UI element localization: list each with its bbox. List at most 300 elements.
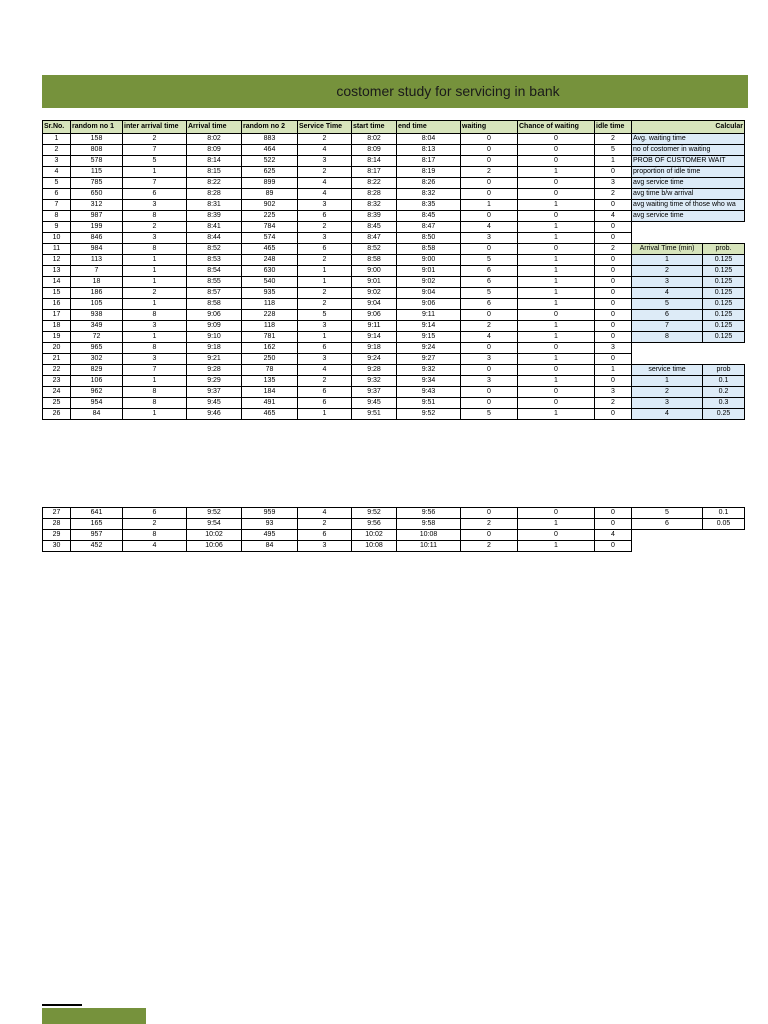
service-header: prob: [703, 365, 745, 376]
sheet-tab-bar: [42, 1008, 146, 1024]
table-cell: 1: [595, 365, 632, 376]
table-cell: 18: [71, 277, 123, 288]
service-cell: 4: [632, 409, 703, 420]
table-cell: 9:11: [397, 310, 461, 321]
table-cell: 8:44: [187, 233, 242, 244]
table-cell: 938: [71, 310, 123, 321]
table-cell: 8:50: [397, 233, 461, 244]
table-cell: 3: [123, 200, 187, 211]
table-cell: 0: [595, 233, 632, 244]
title-banner: [42, 75, 748, 108]
table-cell: 9:51: [397, 398, 461, 409]
table-cell: 10:02: [352, 530, 397, 541]
table-cell: 8:13: [397, 145, 461, 156]
table-cell: 3: [123, 321, 187, 332]
table-row: [43, 376, 745, 387]
table-cell: 1: [518, 354, 595, 365]
arrival-cell: 0.125: [703, 288, 745, 299]
arrival-header: prob.: [703, 244, 745, 255]
table-cell: 452: [71, 541, 123, 552]
arrival-cell: 3: [632, 277, 703, 288]
table-cell: 9:56: [397, 508, 461, 519]
table-cell: 0: [518, 508, 595, 519]
table-cell: 8:41: [187, 222, 242, 233]
table-cell: 1: [298, 332, 352, 343]
table-cell: 8: [123, 530, 187, 541]
table-cell: 2: [298, 288, 352, 299]
table-cell: 0: [595, 299, 632, 310]
table-row: [43, 211, 745, 222]
table-cell: 7: [71, 266, 123, 277]
table-cell: 522: [242, 156, 298, 167]
table-row: [43, 398, 745, 409]
table-cell: 2: [298, 519, 352, 530]
table-cell: 30: [43, 541, 71, 552]
table-cell: 785: [71, 178, 123, 189]
table-cell: 20: [43, 343, 71, 354]
table-cell: 1: [595, 156, 632, 167]
table-cell: 574: [242, 233, 298, 244]
table-cell: 28: [43, 519, 71, 530]
table-cell: 9:28: [352, 365, 397, 376]
table-cell: 8:28: [187, 189, 242, 200]
table-cell: 9:29: [187, 376, 242, 387]
table-cell: 8:52: [352, 244, 397, 255]
table-cell: 12: [43, 255, 71, 266]
table-cell: 9:58: [397, 519, 461, 530]
table-cell: 105: [71, 299, 123, 310]
table-cell: 9:18: [187, 343, 242, 354]
service-cell: 0.1: [703, 508, 745, 519]
table-cell: 1: [123, 167, 187, 178]
simulation-table: [42, 120, 745, 420]
arrival-cell: 0.125: [703, 310, 745, 321]
col-header: Arrival time: [187, 121, 242, 134]
table-cell: 0: [461, 508, 518, 519]
table-cell: 1: [123, 376, 187, 387]
table-cell: 5: [123, 156, 187, 167]
table-cell: 5: [461, 255, 518, 266]
table-row: [43, 530, 745, 541]
table-cell: 8:32: [397, 189, 461, 200]
table-cell: 829: [71, 365, 123, 376]
table-cell: 2: [298, 376, 352, 387]
col-header: Chance of waiting: [518, 121, 595, 134]
table-cell: 349: [71, 321, 123, 332]
table-cell: 0: [595, 541, 632, 552]
table-cell: 21: [43, 354, 71, 365]
table-cell: 4: [595, 211, 632, 222]
table-cell: 0: [461, 244, 518, 255]
table-cell: 0: [595, 255, 632, 266]
table-cell: 4: [298, 508, 352, 519]
table-cell: 8: [123, 398, 187, 409]
table-cell: 7: [123, 365, 187, 376]
table-cell: 8: [123, 310, 187, 321]
col-header: random no 2: [242, 121, 298, 134]
table-cell: 3: [123, 354, 187, 365]
col-header: Sr.No.: [43, 121, 71, 134]
table-cell: 7: [123, 178, 187, 189]
table-cell: 0: [518, 310, 595, 321]
table-cell: 1: [518, 299, 595, 310]
arrival-cell: 8: [632, 332, 703, 343]
table-cell: 0: [461, 398, 518, 409]
table-cell: 4: [298, 189, 352, 200]
table-row: [43, 310, 745, 321]
table-cell: 1: [518, 288, 595, 299]
table-row: [43, 134, 745, 145]
table-cell: 625: [242, 167, 298, 178]
table-cell: 9:04: [352, 299, 397, 310]
table-cell: 0: [518, 145, 595, 156]
table-cell: 3: [595, 178, 632, 189]
table-cell: 9:56: [352, 519, 397, 530]
service-cell: 5: [632, 508, 703, 519]
table-cell: 6: [298, 343, 352, 354]
table-row: [43, 343, 745, 354]
arrival-cell: 0.125: [703, 255, 745, 266]
table-cell: 650: [71, 189, 123, 200]
table-cell: 225: [242, 211, 298, 222]
service-cell: 1: [632, 376, 703, 387]
table-cell: 9:32: [397, 365, 461, 376]
table-cell: 8:35: [397, 200, 461, 211]
table-cell: 4: [461, 222, 518, 233]
arrival-header: Arrival Time (min): [632, 244, 703, 255]
table-row: [43, 365, 745, 376]
table-cell: 8: [43, 211, 71, 222]
table-cell: 9:52: [187, 508, 242, 519]
table-cell: 0: [595, 277, 632, 288]
table-row: [43, 189, 745, 200]
table-cell: 89: [242, 189, 298, 200]
table-cell: 10:02: [187, 530, 242, 541]
table-cell: 3: [461, 233, 518, 244]
table-cell: 7: [123, 145, 187, 156]
table-row: [43, 354, 745, 365]
table-cell: 4: [298, 145, 352, 156]
table-cell: 3: [298, 233, 352, 244]
table-cell: 899: [242, 178, 298, 189]
table-cell: 6: [298, 211, 352, 222]
table-cell: 0: [595, 508, 632, 519]
table-cell: 9:02: [352, 288, 397, 299]
table-cell: 0: [518, 134, 595, 145]
table-cell: 9:06: [397, 299, 461, 310]
table-cell: 9:00: [352, 266, 397, 277]
service-cell: 0.3: [703, 398, 745, 409]
table-cell: 9:45: [352, 398, 397, 409]
table-cell: 0: [518, 365, 595, 376]
table-cell: 902: [242, 200, 298, 211]
table-cell: 2: [595, 244, 632, 255]
table-row: [43, 321, 745, 332]
table-cell: 957: [71, 530, 123, 541]
arrival-cell: 6: [632, 310, 703, 321]
table-cell: 8:26: [397, 178, 461, 189]
table-cell: 3: [595, 387, 632, 398]
table-cell: 0: [595, 376, 632, 387]
table-cell: 9:52: [397, 409, 461, 420]
table-cell: 9:14: [352, 332, 397, 343]
table-cell: 8:52: [187, 244, 242, 255]
table-cell: 0: [518, 156, 595, 167]
table-cell: 9:34: [397, 376, 461, 387]
service-cell: 3: [632, 398, 703, 409]
table-cell: 781: [242, 332, 298, 343]
table-cell: 8:39: [352, 211, 397, 222]
table-cell: 491: [242, 398, 298, 409]
table-cell: 8:19: [397, 167, 461, 178]
table-cell: 9:52: [352, 508, 397, 519]
table-row: [43, 244, 745, 255]
table-cell: 935: [242, 288, 298, 299]
table-cell: 6: [461, 266, 518, 277]
table-cell: 6: [298, 244, 352, 255]
table-cell: 2: [298, 134, 352, 145]
table-cell: 1: [518, 519, 595, 530]
footer-line: [42, 1004, 82, 1006]
table-cell: 465: [242, 244, 298, 255]
table-cell: 8:09: [352, 145, 397, 156]
table-cell: 9:00: [397, 255, 461, 266]
table-cell: 2: [123, 519, 187, 530]
empty-cell: [632, 541, 745, 552]
table-cell: 1: [518, 266, 595, 277]
table-cell: 9:09: [187, 321, 242, 332]
table-cell: 9:06: [187, 310, 242, 321]
table-cell: 302: [71, 354, 123, 365]
service-cell: 2: [632, 387, 703, 398]
table-cell: 984: [71, 244, 123, 255]
table-cell: 2: [43, 145, 71, 156]
empty-cell: [632, 222, 745, 233]
table-cell: 808: [71, 145, 123, 156]
table-row: [43, 200, 745, 211]
table-cell: 17: [43, 310, 71, 321]
table-cell: 3: [461, 376, 518, 387]
service-cell: 0.2: [703, 387, 745, 398]
calc-label: avg time b/w arrival: [632, 189, 745, 200]
table-cell: 4: [595, 530, 632, 541]
col-header: start time: [352, 121, 397, 134]
table-cell: 5: [43, 178, 71, 189]
table-cell: 8:04: [397, 134, 461, 145]
table-cell: 8:14: [187, 156, 242, 167]
table-cell: 0: [595, 519, 632, 530]
table-cell: 8: [123, 244, 187, 255]
table-cell: 7: [43, 200, 71, 211]
table-cell: 6: [298, 387, 352, 398]
table-cell: 0: [461, 343, 518, 354]
table-cell: 1: [123, 255, 187, 266]
table-cell: 2: [298, 222, 352, 233]
calc-label: proportion of idle time: [632, 167, 745, 178]
table-cell: 3: [43, 156, 71, 167]
table-cell: 1: [123, 332, 187, 343]
table-cell: 0: [595, 321, 632, 332]
table-cell: 1: [43, 134, 71, 145]
table-row: [43, 277, 745, 288]
table-cell: 1: [518, 332, 595, 343]
table-cell: 965: [71, 343, 123, 354]
table-cell: 0: [461, 211, 518, 222]
table-cell: 9:18: [352, 343, 397, 354]
table-cell: 10:11: [397, 541, 461, 552]
table-cell: 0: [461, 530, 518, 541]
table-cell: 0: [461, 387, 518, 398]
table-cell: 8: [123, 343, 187, 354]
table-cell: 16: [43, 299, 71, 310]
table-cell: 954: [71, 398, 123, 409]
table-cell: 8:54: [187, 266, 242, 277]
table-cell: 29: [43, 530, 71, 541]
table-cell: 8:02: [352, 134, 397, 145]
table-cell: 883: [242, 134, 298, 145]
table-cell: 8:58: [397, 244, 461, 255]
empty-cell: [632, 343, 745, 354]
table-cell: 8:47: [397, 222, 461, 233]
table-cell: 8:39: [187, 211, 242, 222]
table-cell: 3: [298, 541, 352, 552]
table-cell: 13: [43, 266, 71, 277]
arrival-cell: 4: [632, 288, 703, 299]
arrival-cell: 1: [632, 255, 703, 266]
table-cell: 8:17: [397, 156, 461, 167]
calc-label: Avg. waiting time: [632, 134, 745, 145]
table-cell: 4: [43, 167, 71, 178]
table-cell: 2: [461, 541, 518, 552]
table-cell: 1: [123, 277, 187, 288]
table-cell: 165: [71, 519, 123, 530]
table-cell: 2: [123, 222, 187, 233]
header-row: [43, 121, 745, 134]
table-cell: 9:46: [187, 409, 242, 420]
arrival-cell: 0.125: [703, 277, 745, 288]
table-row: [43, 145, 745, 156]
table-cell: 6: [43, 189, 71, 200]
table-cell: 9:54: [187, 519, 242, 530]
service-cell: 0.1: [703, 376, 745, 387]
service-header: service time: [632, 365, 703, 376]
table-cell: 540: [242, 277, 298, 288]
table-cell: 158: [71, 134, 123, 145]
table-cell: 630: [242, 266, 298, 277]
table-cell: 19: [43, 332, 71, 343]
table-cell: 962: [71, 387, 123, 398]
arrival-cell: 0.125: [703, 332, 745, 343]
table-cell: 135: [242, 376, 298, 387]
calc-label: avg waiting time of those who wa: [632, 200, 745, 211]
table-cell: 8:15: [187, 167, 242, 178]
table-cell: 6: [123, 508, 187, 519]
table-cell: 3: [298, 156, 352, 167]
table-row: [43, 409, 745, 420]
table-cell: 9:37: [352, 387, 397, 398]
table-cell: 11: [43, 244, 71, 255]
table-cell: 248: [242, 255, 298, 266]
table-cell: 22: [43, 365, 71, 376]
table-cell: 8:31: [187, 200, 242, 211]
table-cell: 0: [595, 200, 632, 211]
table-cell: 1: [518, 233, 595, 244]
table-cell: 2: [595, 398, 632, 409]
table-cell: 2: [461, 519, 518, 530]
table-cell: 0: [595, 409, 632, 420]
calc-label: no of costomer in waiting: [632, 145, 745, 156]
table-cell: 118: [242, 299, 298, 310]
table-cell: 5: [461, 409, 518, 420]
arrival-cell: 7: [632, 321, 703, 332]
table-cell: 4: [461, 332, 518, 343]
table-cell: 250: [242, 354, 298, 365]
table-cell: 8:58: [352, 255, 397, 266]
sheet-title: costomer study for servicing in bank: [336, 83, 560, 99]
service-cell: 0.25: [703, 409, 745, 420]
table-row: [43, 508, 745, 519]
table-cell: 2: [298, 299, 352, 310]
table-cell: 959: [242, 508, 298, 519]
col-header: inter arrival time: [123, 121, 187, 134]
table-cell: 784: [242, 222, 298, 233]
table-cell: 25: [43, 398, 71, 409]
table-cell: 0: [461, 145, 518, 156]
table-cell: 0: [595, 288, 632, 299]
table-cell: 8:22: [187, 178, 242, 189]
table-cell: 4: [123, 541, 187, 552]
table-cell: 1: [298, 266, 352, 277]
table-cell: 641: [71, 508, 123, 519]
table-row: [43, 332, 745, 343]
table-cell: 23: [43, 376, 71, 387]
table-cell: 0: [518, 178, 595, 189]
table-cell: 2: [595, 189, 632, 200]
table-cell: 9:27: [397, 354, 461, 365]
table-cell: 4: [298, 365, 352, 376]
table-cell: 9:51: [352, 409, 397, 420]
table-cell: 18: [43, 321, 71, 332]
table-cell: 987: [71, 211, 123, 222]
table-cell: 8:28: [352, 189, 397, 200]
table-cell: 1: [518, 376, 595, 387]
table-cell: 5: [298, 310, 352, 321]
table-cell: 312: [71, 200, 123, 211]
table-row: [43, 222, 745, 233]
table-cell: 578: [71, 156, 123, 167]
table-cell: 2: [298, 167, 352, 178]
table-cell: 9:24: [352, 354, 397, 365]
table-cell: 1: [461, 200, 518, 211]
table-cell: 9:15: [397, 332, 461, 343]
table-cell: 186: [71, 288, 123, 299]
table-cell: 8: [123, 387, 187, 398]
table-cell: 24: [43, 387, 71, 398]
table-cell: 9:06: [352, 310, 397, 321]
table-cell: 3: [123, 233, 187, 244]
table-cell: 9:32: [352, 376, 397, 387]
table-cell: 1: [518, 409, 595, 420]
simulation-table-continued: [42, 507, 745, 552]
table-cell: 10:08: [352, 541, 397, 552]
table-row: [43, 178, 745, 189]
table-cell: 3: [298, 200, 352, 211]
table-cell: 4: [298, 178, 352, 189]
arrival-cell: 2: [632, 266, 703, 277]
table-cell: 1: [518, 277, 595, 288]
table-cell: 1: [518, 541, 595, 552]
arrival-cell: 0.125: [703, 266, 745, 277]
